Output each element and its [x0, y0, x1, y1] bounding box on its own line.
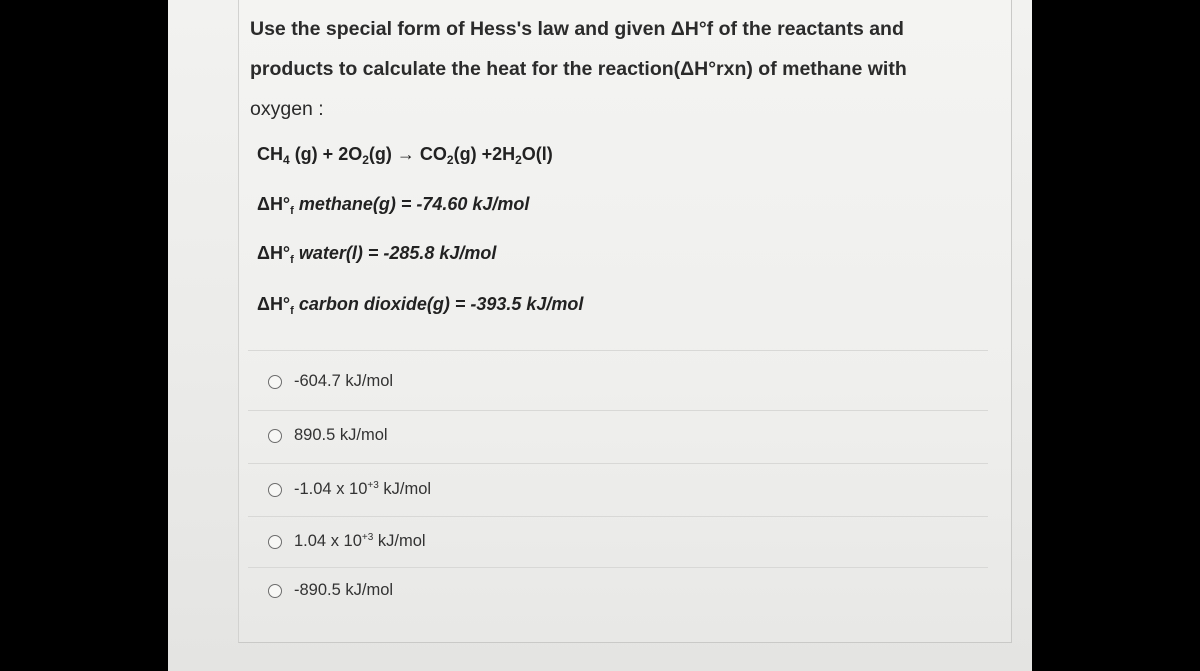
answer-option-3[interactable] — [268, 480, 431, 499]
option-divider — [248, 463, 988, 464]
answer-option-2[interactable] — [268, 426, 388, 445]
option-label: -1.04 x $10^{+3}$ kJ/mol — [294, 480, 432, 498]
radio-button-icon[interactable] — [268, 483, 282, 497]
radio-button-icon[interactable] — [268, 535, 282, 549]
answer-option-1[interactable] — [268, 372, 393, 391]
options-divider — [248, 350, 988, 351]
option-label: -890.5 kJ/mol — [294, 581, 394, 599]
radio-button-icon[interactable] — [268, 584, 282, 598]
option-divider — [248, 516, 988, 517]
option-divider — [248, 410, 988, 411]
question-line-3: oxygen : — [250, 98, 324, 120]
enthalpy-methane: $\Delta H^\circ_f$ methane(g) = -74.60 kJ/mol — [257, 194, 530, 217]
option-divider — [248, 567, 988, 568]
answer-option-5[interactable] — [268, 581, 393, 600]
option-label: -604.7 kJ/mol — [294, 372, 394, 390]
reaction-arrow: → — [391, 144, 420, 164]
radio-button-icon[interactable] — [268, 375, 282, 389]
question-line-1: Use the special form of Hess's law and given ΔH°f of the reactants and — [250, 18, 904, 40]
option-label: 890.5 kJ/mol — [294, 426, 388, 444]
question-text — [250, 9, 1010, 129]
radio-button-icon[interactable] — [268, 429, 282, 443]
option-label: 1.04 x $10^{+3}$ kJ/mol — [294, 532, 426, 550]
enthalpy-water: $\Delta H^\circ_f$ water(l) = -285.8 kJ/mol — [257, 243, 497, 266]
enthalpy-carbon-dioxide: $\Delta H^\circ_f$ carbon dioxide(g) = -393.5 kJ/mol — [257, 294, 584, 317]
answer-option-4[interactable] — [268, 532, 426, 551]
question-line-2: products to calculate the heat for the reaction(ΔH°rxn) of methane with — [250, 58, 907, 80]
reaction-equation: $CH_4$ $(g) + 2O_2(g) \to CO_2(g) +2H_2O(l)$ — [257, 144, 553, 167]
